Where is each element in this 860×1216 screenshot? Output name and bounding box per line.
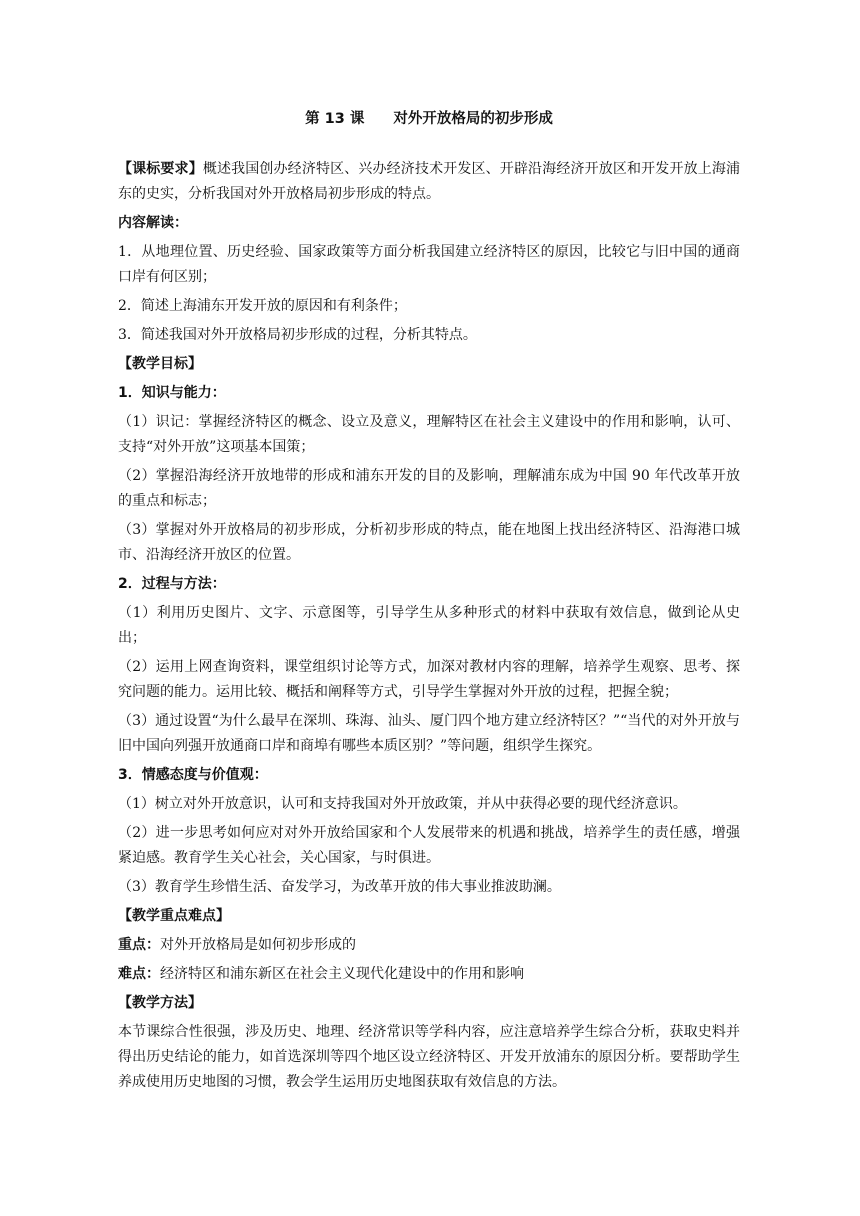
interpretation-item-1: 1．从地理位置、历史经验、国家政策等方面分析我国建立经济特区的原因，比较它与旧中国的通商口岸有何区别； (118, 244, 740, 285)
knowledge-heading: 1．知识与能力： (118, 385, 226, 401)
values-item-3: （3）教育学生珍惜生活、奋发学习，为改革开放的伟大事业推波助澜。 (118, 879, 561, 895)
method-heading: 【教学方法】 (118, 995, 202, 1011)
process-item-1: （1）利用历史图片、文字、示意图等，引导学生从多种形式的材料中获取有效信息，做到论从史出； (118, 605, 740, 646)
lesson-title: 第 13 课 对外开放格局的初步形成 (305, 111, 553, 127)
curriculum-standard (118, 157, 740, 207)
values-item-1: （1）树立对外开放意识，认可和支持我国对外开放政策，并从中获得必要的现代经济意识。 (118, 796, 687, 812)
method-text: 本节课综合性很强，涉及历史、地理、经济常识等学科内容，应注意培养学生综合分析，获取史料并得出历史结论的能力，如首选深圳等四个地区设立经济特区、开发开放浦东的原因分析。要帮助学生养成使用历史地图的习惯，教会学生运用历史地图获取有效信息的方法。 (118, 1024, 740, 1090)
values-heading: 3．情感态度与价值观： (118, 767, 268, 783)
process-item-3: （3）通过设置“为什么最早在深圳、珠海、汕头、厦门四个地方建立经济特区？”“当代的对外开放与旧中国向列强开放通商口岸和商埠有哪些本质区别？”等问题，组织学生探究。 (118, 713, 740, 754)
interpretation-item-3: 3．简述我国对外开放格局初步形成的过程，分析其特点。 (118, 327, 477, 343)
interpretation-item-2: 2．简述上海浦东开发开放的原因和有利条件； (118, 298, 407, 314)
document-body (118, 157, 740, 1099)
process-item-2: （2）运用上网查询资料，课堂组织讨论等方式，加深对教材内容的理解，培养学生观察、思考、探究问题的能力。运用比较、概括和阐释等方式，引导学生掌握对外开放的过程，把握全貌； (118, 659, 740, 700)
curriculum-standard-text: 概述我国创办经济特区、兴办经济技术开发区、开辟沿海经济开放区和开发开放上海浦东的史实，分析我国对外开放格局初步形成的特点。 (118, 161, 741, 202)
focus-line (118, 933, 740, 958)
keypoints-heading: 【教学重点难点】 (118, 908, 230, 924)
difficulty-label: 难点： (118, 966, 160, 982)
interpretation-heading: 内容解读： (118, 215, 188, 231)
focus-text: 对外开放格局是如何初步形成的 (160, 937, 356, 953)
difficulty-text: 经济特区和浦东新区在社会主义现代化建设中的作用和影响 (160, 966, 524, 982)
goals-heading: 【教学目标】 (118, 356, 202, 372)
curriculum-standard-label: 【课标要求】 (118, 161, 203, 177)
difficulty-line (118, 962, 740, 987)
knowledge-item-3: （3）掌握对外开放格局的初步形成，分析初步形成的特点，能在地图上找出经济特区、沿海港口城市、沿海经济开放区的位置。 (118, 522, 740, 563)
process-heading: 2．过程与方法： (118, 576, 226, 592)
focus-label: 重点： (118, 937, 160, 953)
knowledge-item-1: （1）识记：掌握经济特区的概念、设立及意义，理解特区在社会主义建设中的作用和影响，认可、支持“对外开放”这项基本国策； (118, 414, 740, 455)
values-item-2: （2）进一步思考如何应对对外开放给国家和个人发展带来的机遇和挑战，培养学生的责任感，增强紧迫感。教育学生关心社会，关心国家，与时俱进。 (118, 825, 740, 866)
knowledge-item-2: （2）掌握沿海经济开放地带的形成和浦东开发的目的及影响，理解浦东成为中国 90 年代改革开放的重点和标志； (118, 468, 740, 509)
